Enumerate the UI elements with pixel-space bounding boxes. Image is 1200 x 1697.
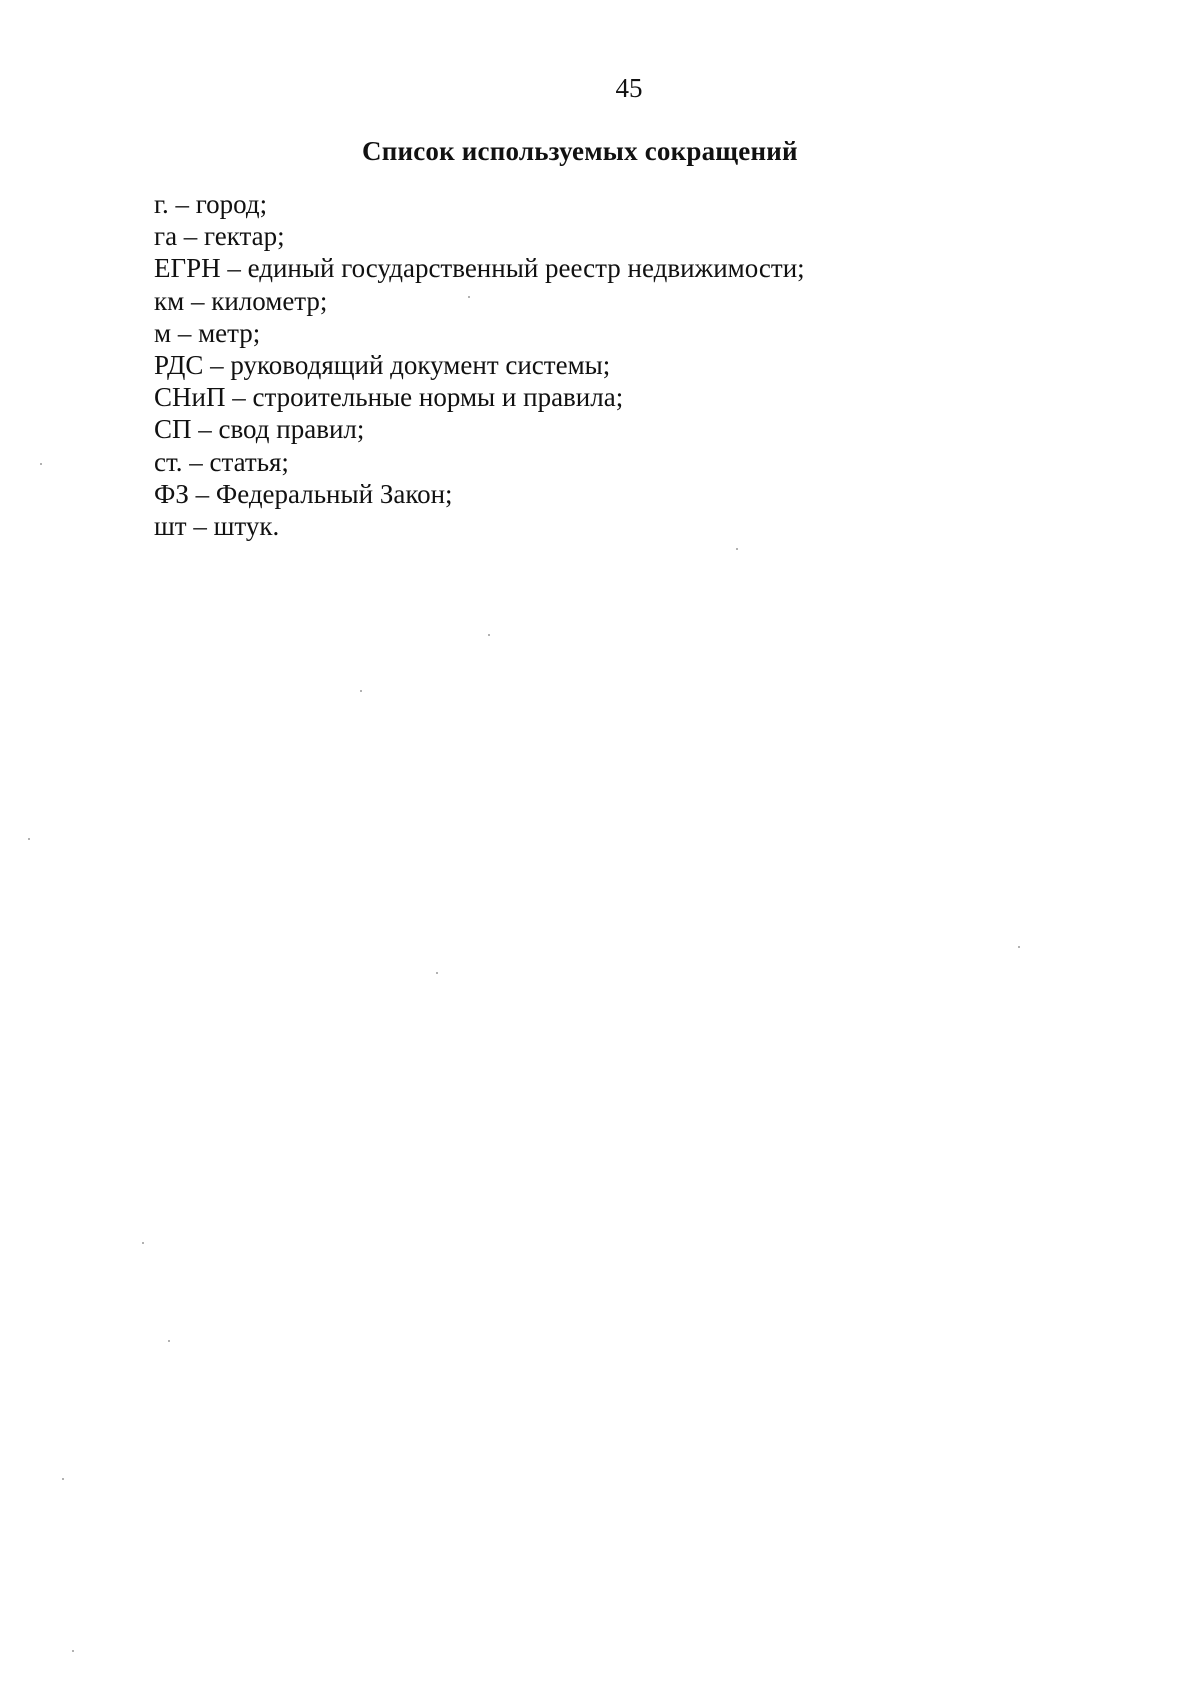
list-item: м – метр; bbox=[154, 317, 261, 348]
list-item: СП – свод правил; bbox=[154, 414, 365, 445]
page-number: 45 bbox=[615, 73, 643, 103]
scan-speck bbox=[488, 634, 490, 636]
list-item: СНиП – строительные нормы и правила; bbox=[154, 382, 624, 413]
scan-speck bbox=[40, 463, 42, 465]
list-item: км – километр; bbox=[154, 285, 328, 316]
abbreviation-list bbox=[154, 188, 805, 542]
list-item: РДС – руководящий документ системы; bbox=[154, 350, 611, 381]
scan-speck bbox=[28, 838, 30, 840]
list-item: г. – город; bbox=[154, 189, 268, 219]
list-item: га – гектар; bbox=[154, 221, 285, 252]
scan-speck bbox=[168, 1340, 170, 1342]
list-item: ст. – статья; bbox=[154, 446, 289, 477]
list-item: ФЗ – Федеральный Закон; bbox=[154, 478, 453, 509]
page-title: Список используемых сокращений bbox=[362, 136, 798, 166]
list-item: ЕГРН – единый государственный реестр недвижимости; bbox=[154, 253, 805, 284]
scan-speck bbox=[736, 548, 738, 550]
scan-speck bbox=[468, 296, 470, 298]
scan-speck bbox=[1018, 946, 1020, 948]
scan-speck bbox=[62, 1478, 64, 1480]
list-item: шт – штук. bbox=[154, 511, 280, 542]
scan-speck bbox=[436, 972, 438, 974]
scan-speck bbox=[360, 690, 362, 692]
scan-speck bbox=[72, 1650, 74, 1652]
scan-speck bbox=[142, 1242, 144, 1244]
